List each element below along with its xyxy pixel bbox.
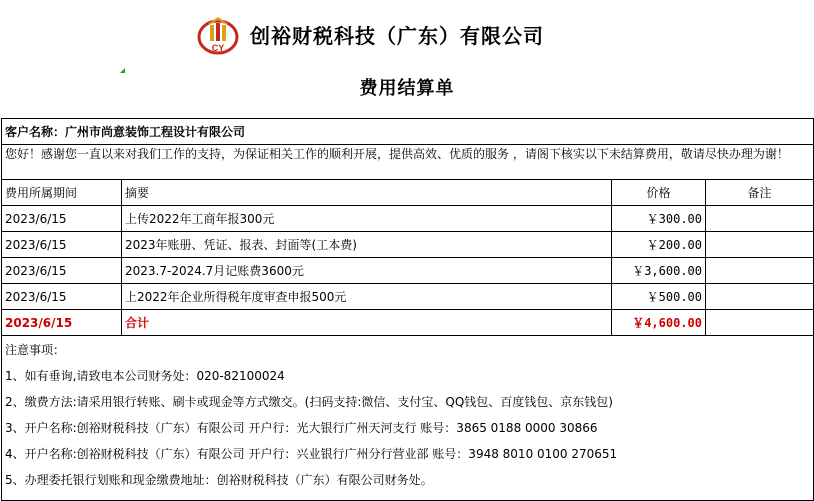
page-title: 费用结算单 <box>359 78 455 99</box>
client-name: 客户名称：广州市尚意装饰工程设计有限公司 <box>2 119 814 145</box>
row-period: 2023/6/15 <box>2 206 122 232</box>
column-header-period: 费用所属期间 <box>2 180 122 206</box>
note-item: 2、缴费方法:请采用银行转账、刷卡或现金等方式缴交。(扫码支持:微信、支付宝、QQ钱包、百度钱包、京东钱包) <box>5 395 613 409</box>
row-remark <box>706 284 814 310</box>
notes-section <box>2 336 814 501</box>
column-header-summary: 摘要 <box>122 180 612 206</box>
column-header-price: 价格 <box>612 180 706 206</box>
table-row <box>2 206 814 232</box>
row-price: ￥500.00 <box>612 284 706 310</box>
row-summary: 上传2022年工商年报300元 <box>122 206 612 232</box>
row-price: ￥300.00 <box>612 206 706 232</box>
table-row <box>2 232 814 258</box>
table-header-row <box>2 180 814 206</box>
row-period: 2023/6/15 <box>2 258 122 284</box>
note-item: 3、开户名称:创裕财税科技（广东）有限公司 开户行：光大银行广州天河支行 账号：3865 0188 0000 30866 <box>5 421 598 435</box>
total-period: 2023/6/15 <box>2 310 122 336</box>
row-summary: 2023年账册、凭证、报表、封面等(工本费) <box>122 232 612 258</box>
total-row <box>2 310 814 336</box>
settlement-table <box>1 118 814 501</box>
row-price: ￥200.00 <box>612 232 706 258</box>
note-item: 4、开户名称:创裕财税科技（广东）有限公司 开户行：兴业银行广州分行营业部 账号：3948 8010 0100 270651 <box>5 447 618 461</box>
company-name: 创裕财税科技（广东）有限公司 <box>250 24 544 48</box>
table-row <box>2 284 814 310</box>
row-remark <box>706 232 814 258</box>
total-price: ￥4,600.00 <box>612 310 706 336</box>
total-remark <box>706 310 814 336</box>
greeting-text: 您好！感谢您一直以来对我们工作的支持，为保证相关工作的顺利开展，提供高效、优质的服务 ，请阁下核实以下未结算费用，敬请尽快办理为谢！ <box>2 145 814 180</box>
document-header <box>0 0 814 99</box>
row-price: ￥3,600.00 <box>612 258 706 284</box>
logo-text: CY <box>211 43 225 53</box>
note-item: 5、办理委托银行划账和现金缴费地址：创裕财税科技（广东）有限公司财务处。 <box>5 473 433 487</box>
row-remark <box>706 206 814 232</box>
cell-corner-marker <box>120 68 125 73</box>
table-row <box>2 258 814 284</box>
company-logo-icon <box>196 14 240 56</box>
client-row <box>2 119 814 145</box>
row-summary: 上2022年企业所得税年度审查申报500元 <box>122 284 612 310</box>
row-period: 2023/6/15 <box>2 232 122 258</box>
total-label: 合计 <box>122 310 612 336</box>
row-period: 2023/6/15 <box>2 284 122 310</box>
row-summary: 2023.7-2024.7月记账费3600元 <box>122 258 612 284</box>
row-remark <box>706 258 814 284</box>
column-header-remark: 备注 <box>706 180 814 206</box>
notes-row <box>2 336 814 501</box>
greeting-row <box>2 145 814 180</box>
note-item: 1、如有垂询,请致电本公司财务处：020-82100024 <box>5 369 285 383</box>
notes-title: 注意事项： <box>5 343 66 357</box>
